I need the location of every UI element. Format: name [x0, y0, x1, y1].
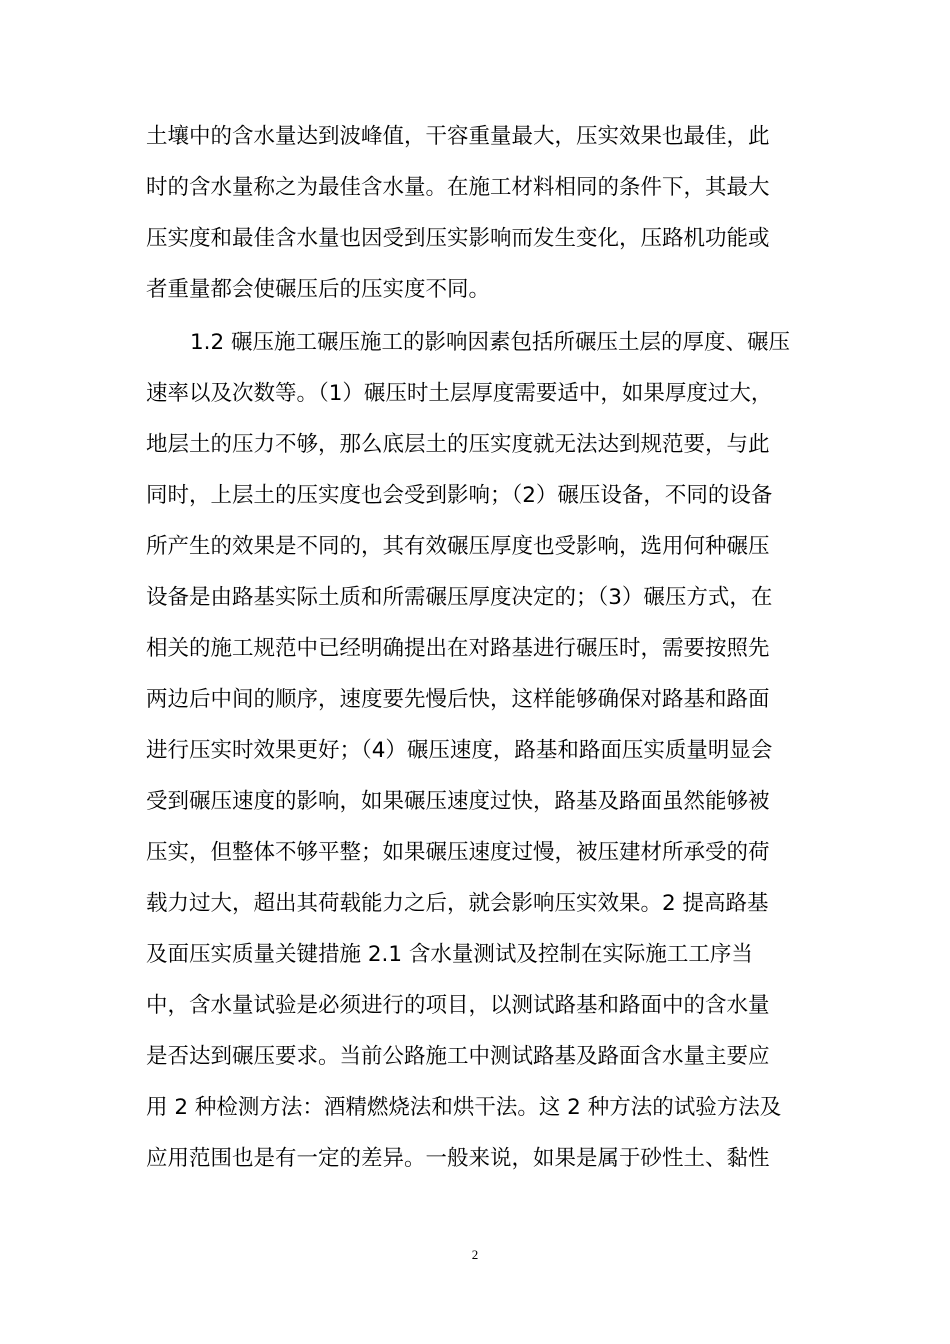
page-number: 2 — [471, 1247, 479, 1262]
text-line: 相关的施工规范中已经明确提出在对路基进行碾压时，需要按照先 — [146, 636, 770, 661]
text-line: 及面压实质量关键措施 2.1 含水量测试及控制在实际施工工序当 — [146, 942, 753, 967]
text-line: 两边后中间的顺序，速度要先慢后快，这样能够确保对路基和路面 — [146, 687, 770, 712]
text-line: 中，含水量试验是必须进行的项目，以测试路基和路面中的含水量 — [146, 993, 770, 1018]
text-line: 地层土的压力不够，那么底层土的压实度就无法达到规范要，与此 — [146, 432, 770, 457]
text-line: 土壤中的含水量达到波峰值，干容重量最大，压实效果也最佳，此 — [146, 124, 770, 149]
text-line: 所产生的效果是不同的，其有效碾压厚度也受影响，选用何种碾压 — [146, 534, 770, 559]
paragraph-start-line: 1.2 碾压施工碾压施工的影响因素包括所碾压土层的厚度、碾压 — [190, 330, 791, 355]
text-line: 时的含水量称之为最佳含水量。在施工材料相同的条件下，其最大 — [146, 175, 770, 200]
text-line: 设备是由路基实际土质和所需碾压厚度决定的；（3）碾压方式，在 — [146, 585, 773, 610]
text-line: 应用范围也是有一定的差异。一般来说，如果是属于砂性土、黏性 — [146, 1146, 770, 1171]
text-line: 受到碾压速度的影响，如果碾压速度过快，路基及路面虽然能够被 — [146, 789, 770, 814]
text-line: 进行压实时效果更好；（4）碾压速度，路基和路面压实质量明显会 — [146, 738, 773, 763]
text-line: 用 2 种检测方法：酒精燃烧法和烘干法。这 2 种方法的试验方法及 — [146, 1095, 782, 1120]
text-line: 载力过大，超出其荷载能力之后，就会影响压实效果。2 提高路基 — [146, 891, 769, 916]
text-line: 压实度和最佳含水量也因受到压实影响而发生变化，压路机功能或 — [146, 226, 770, 251]
text-line: 者重量都会使碾压后的压实度不同。 — [146, 277, 491, 302]
text-line: 同时，上层土的压实度也会受到影响；（2）碾压设备，不同的设备 — [146, 483, 773, 508]
text-line: 是否达到碾压要求。当前公路施工中测试路基及路面含水量主要应 — [146, 1044, 770, 1069]
text-line: 速率以及次数等。（1）碾压时土层厚度需要适中，如果厚度过大， — [146, 381, 773, 406]
text-line: 压实，但整体不够平整；如果碾压速度过慢，被压建材所承受的荷 — [146, 840, 770, 865]
